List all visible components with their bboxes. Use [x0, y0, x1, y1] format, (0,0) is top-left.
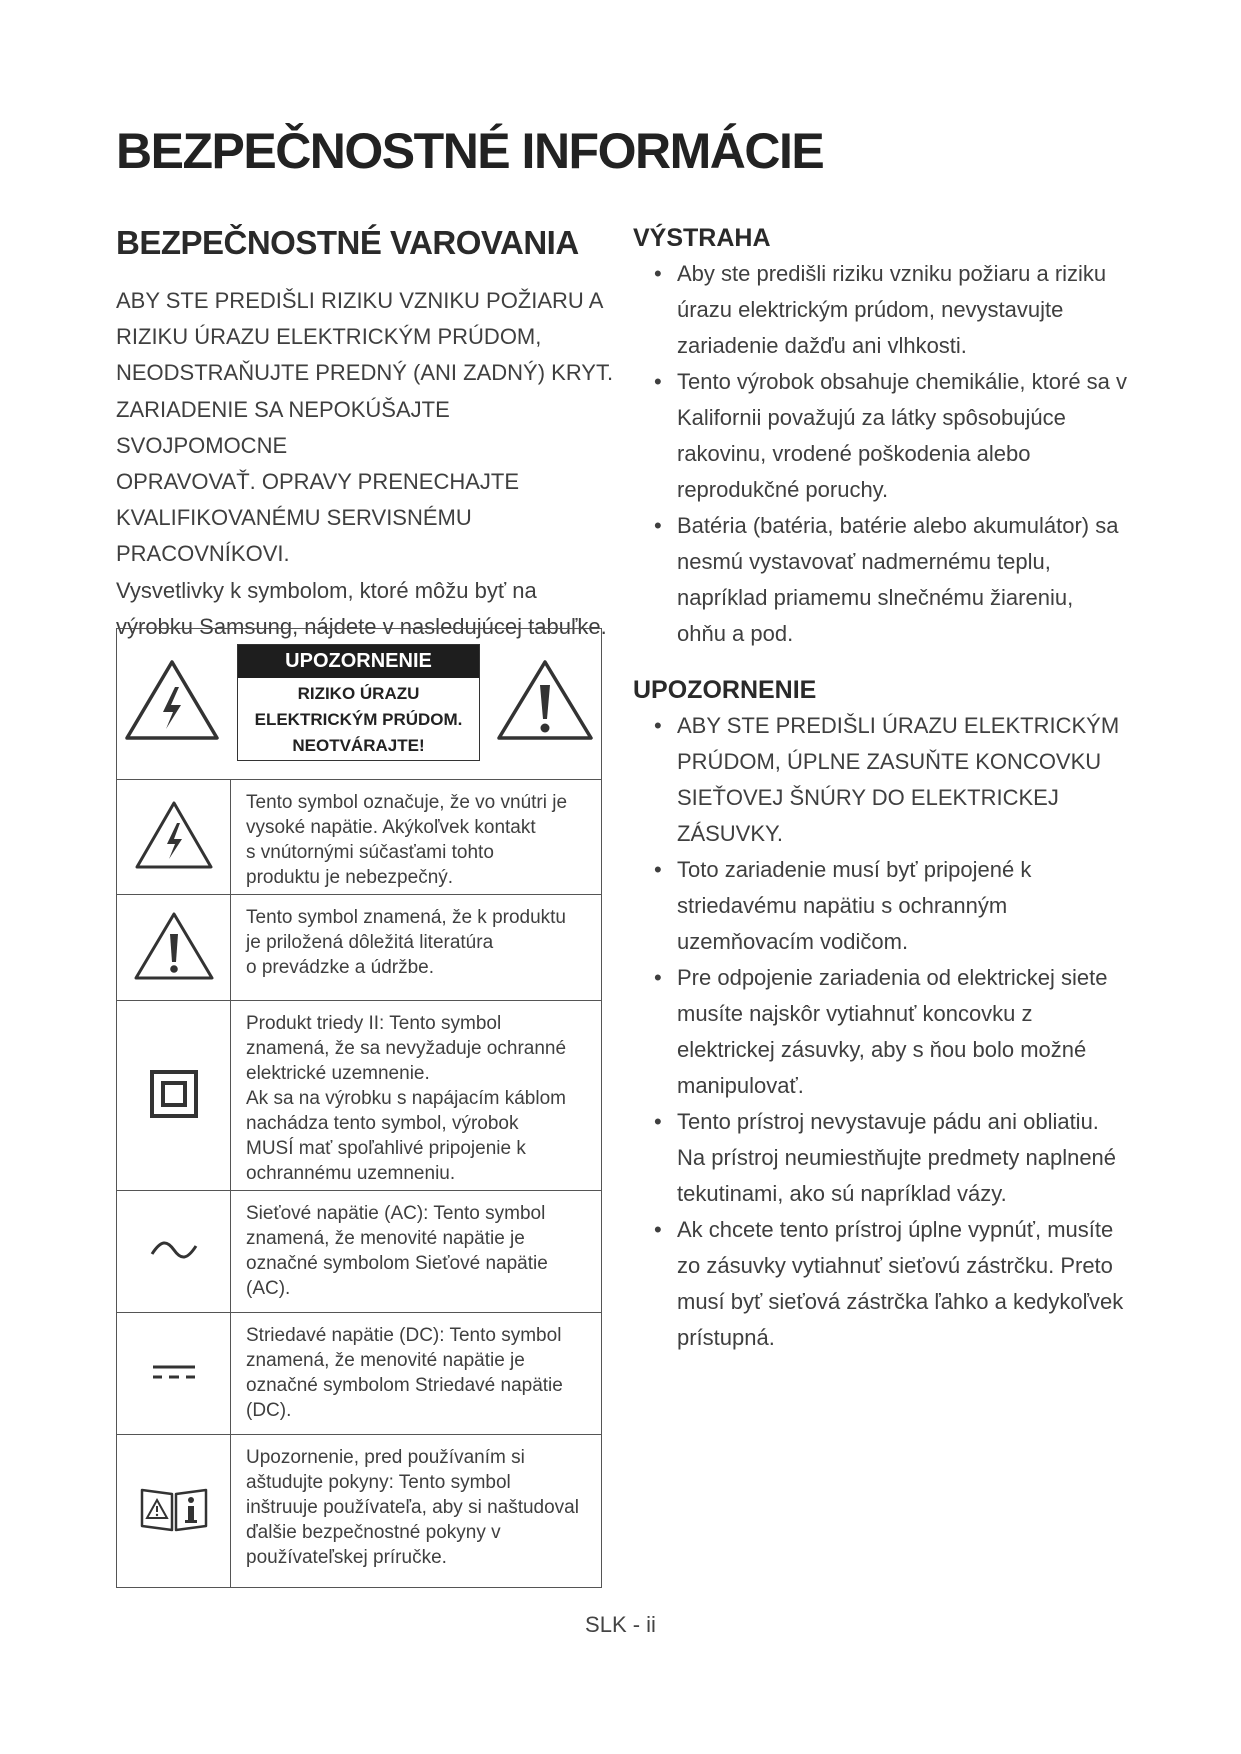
caution-label-body: RIZIKO ÚRAZU ELEKTRICKÝM PRÚDOM. NEOTVÁRAJTE! — [254, 684, 463, 755]
symbol-row — [117, 1190, 601, 1313]
symbol-row — [117, 1000, 601, 1191]
vystraha-list — [654, 256, 1147, 652]
list-item: • Tento prístroj nevystavuje pádu ani obliatiu. Na prístroj neumiestňujte predmety naplnené tekutinami, ako sú napríklad vázy. — [667, 1104, 1147, 1212]
symbol-description: Upozornenie, pred používaním si aštudujte pokyny: Tento symbol inštruuje používateľa, aby si naštudoval ďalšie bezpečnostné pokyny v používateľskej príručke. — [246, 1447, 579, 1568]
symbol-row — [117, 779, 601, 895]
lightning-triangle-icon — [123, 657, 221, 748]
caution-label-header: UPOZORNENIE — [238, 645, 479, 678]
warning-text-block — [116, 283, 616, 645]
warning-line: NEODSTRAŇUJTE PREDNÝ (ANI ZADNÝ) KRYT. — [116, 360, 614, 386]
symbol-description: Tento symbol označuje, že vo vnútri je vysoké napätie. Akýkoľvek kontakt s vnútornými súčasťami tohto produktu je nebezpečný. — [246, 792, 568, 888]
bullet-icon: • — [654, 369, 662, 394]
exclamation-triangle-icon — [132, 910, 216, 987]
symbol-row — [117, 1312, 601, 1435]
list-item: • Tento výrobok obsahuje chemikálie, ktoré sa v Kalifornii považujú za látky spôsobujúce rakovinu, vrodené poškodenia alebo reprodukčné poruchy. — [667, 364, 1147, 508]
bullet-icon: • — [654, 857, 662, 882]
dc-icon — [151, 1362, 197, 1387]
upozornenie-heading: UPOZORNENIE — [633, 676, 817, 704]
warning-line: OPRAVOVAŤ. OPRAVY PRENECHAJTE — [116, 469, 520, 495]
bullet-icon: • — [654, 965, 662, 990]
warning-line: RIZIKU ÚRAZU ELEKTRICKÝM PRÚDOM, — [116, 324, 542, 350]
intro-line: Vysvetlivky k symbolom, ktoré môžu byť na — [116, 577, 537, 603]
double-square-icon — [150, 1070, 198, 1123]
upozornenie-list — [654, 708, 1147, 1356]
warning-line: PRACOVNÍKOVI. — [116, 541, 290, 567]
symbol-row — [117, 1434, 601, 1587]
bullet-icon: • — [654, 1217, 662, 1242]
page-number: SLK - ii — [585, 1612, 656, 1637]
symbol-row — [117, 894, 601, 1001]
vystraha-heading: VÝSTRAHA — [633, 224, 771, 252]
list-item: • Ak chcete tento prístroj úplne vypnúť, musíte zo zásuvky vytiahnuť sieťovú zástrčku. Preto musí byť sieťová zástrčka ľahko a kedykoľvek prístupná. — [667, 1212, 1147, 1356]
bullet-icon: • — [654, 1109, 662, 1134]
exclamation-triangle-icon — [495, 657, 595, 748]
warning-line: KVALIFIKOVANÉMU SERVISNÉMU — [116, 505, 472, 531]
caution-label — [237, 644, 480, 761]
symbol-table — [116, 628, 602, 1588]
list-item: • Aby ste predišli riziku vzniku požiaru a riziku úrazu elektrickým prúdom, nevystavujte zariadenie dažďu ani vlhkosti. — [667, 256, 1147, 364]
list-item: • ABY STE PREDIŠLI ÚRAZU ELEKTRICKÝM PRÚDOM, ÚPLNE ZASUŇTE KONCOVKU SIEŤOVEJ ŠNÚRY DO ELEKTRICKEJ ZÁSUVKY. — [667, 708, 1147, 852]
symbol-description: Tento symbol znamená, že k produktu je priložená dôležitá literatúra o prevádzke a údržbe. — [246, 907, 567, 978]
bullet-icon: • — [654, 713, 662, 738]
bullet-icon: • — [654, 261, 662, 286]
warning-line: ZARIADENIE SA NEPOKÚŠAJTE SVOJPOMOCNE — [116, 396, 450, 458]
lightning-triangle-icon — [133, 799, 215, 876]
bullet-icon: • — [654, 513, 662, 538]
symbol-description: Striedavé napätie (DC): Tento symbol znamená, že menovité napätie je označné symbolom Striedavé napätie (DC). — [246, 1325, 563, 1421]
caution-label-row — [117, 629, 601, 779]
list-item: • Pre odpojenie zariadenia od elektrickej siete musíte najskôr vytiahnuť koncovku z elektrickej zásuvky, aby s ňou bolo možné manipulovať. — [667, 960, 1147, 1104]
symbol-description: Produkt triedy II: Tento symbol znamená, že sa nevyžaduje ochranné elektrické uzemnenie. Ak sa na výrobku s napájacím káblom nachádza tento symbol, výrobok MUSÍ mať spoľahlivé pripojenie k ochrannému uzemneniu. — [246, 1013, 567, 1184]
manual-info-icon — [139, 1484, 209, 1539]
list-item: • Toto zariadenie musí byť pripojené k striedavému napätiu s ochranným uzemňovacím vodičom. — [667, 852, 1147, 960]
ac-wave-icon — [149, 1238, 199, 1267]
list-item: • Batéria (batéria, batérie alebo akumulátor) sa nesmú vystavovať nadmernému teplu, napríklad priamemu slnečnému žiareniu, ohňu a pod. — [667, 508, 1147, 652]
intro-line: výrobku Samsung, nájdete v nasledujúcej tabuľke. — [116, 613, 607, 639]
page-title: BEZPEČNOSTNÉ INFORMÁCIE — [116, 123, 824, 179]
warning-line: ABY STE PREDIŠLI RIZIKU VZNIKU POŽIARU A — [116, 288, 604, 313]
safety-warnings-heading: BEZPEČNOSTNÉ VAROVANIA — [116, 224, 579, 261]
symbol-description: Sieťové napätie (AC): Tento symbol znamená, že menovité napätie je označné symbolom Sieťové napätie (AC). — [246, 1203, 548, 1299]
